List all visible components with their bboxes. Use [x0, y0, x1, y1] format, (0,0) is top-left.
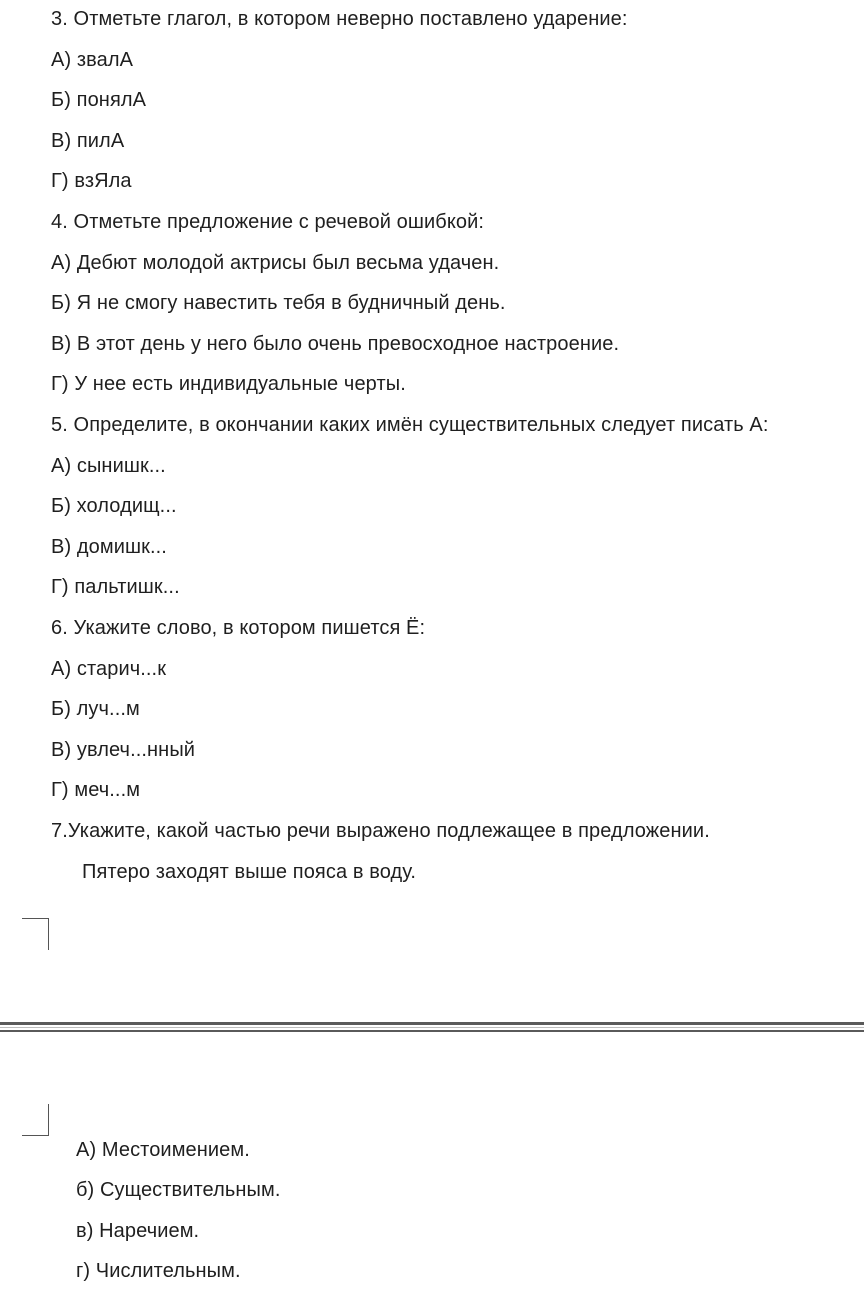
question-7-option-a: А) Местоимением. — [76, 1139, 250, 1161]
question-4-option-c: В) В этот день у него было очень превосходное настроение. — [51, 333, 620, 355]
question-3-title: 3. Отметьте глагол, в котором неверно поставлено ударение: — [51, 8, 628, 30]
page-break-inner-line — [0, 1027, 864, 1028]
question-6-title: 6. Укажите слово, в котором пишется Ё: — [51, 617, 426, 639]
question-3-option-c: В) пилА — [51, 130, 125, 152]
question-3-option-a: А) звалА — [51, 49, 134, 71]
question-4-option-a: А) Дебют молодой актрисы был весьма удачен. — [51, 252, 500, 274]
question-6-option-b: Б) луч...м — [51, 698, 140, 720]
question-7-option-c: в) Наречием. — [76, 1220, 200, 1242]
page-corner-mark-top — [22, 918, 49, 950]
question-7-option-b: б) Существительным. — [76, 1179, 281, 1201]
question-6-option-c: В) увлеч...нный — [51, 739, 196, 761]
question-4-option-d: Г) У нее есть индивидуальные черты. — [51, 373, 406, 395]
question-7-title: 7.Укажите, какой частью речи выражено подлежащее в предложении. — [51, 820, 710, 842]
question-7-option-d: г) Числительным. — [76, 1260, 241, 1282]
question-5-option-b: Б) холодищ... — [51, 495, 177, 517]
question-6-option-a: А) старич...к — [51, 658, 167, 680]
question-6-option-d: Г) меч...м — [51, 779, 141, 801]
question-5-option-a: А) сынишк... — [51, 455, 166, 477]
question-3-option-b: Б) понялА — [51, 89, 147, 111]
question-7-sentence: Пятеро заходят выше пояса в воду. — [82, 861, 417, 883]
question-5-option-c: В) домишк... — [51, 536, 167, 558]
question-5-title: 5. Определите, в окончании каких имён существительных следует писать А: — [51, 414, 769, 436]
page-corner-mark-bottom — [22, 1104, 49, 1136]
question-5-option-d: Г) пальтишк... — [51, 576, 180, 598]
question-4-option-b: Б) Я не смогу навестить тебя в будничный день. — [51, 292, 506, 314]
question-3-option-d: Г) взЯла — [51, 170, 132, 192]
question-4-title: 4. Отметьте предложение с речевой ошибкой: — [51, 211, 485, 233]
